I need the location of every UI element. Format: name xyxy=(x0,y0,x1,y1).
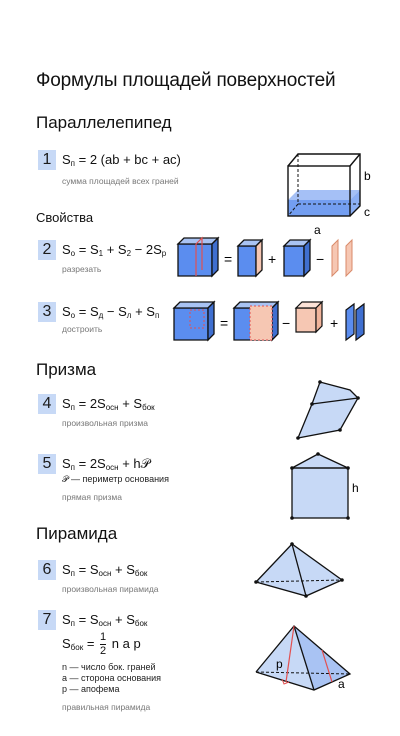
section-heading-parallelepiped: Параллелепипед xyxy=(36,113,172,132)
fraction-one-half: $\frac{1}{2}$ xyxy=(100,631,107,657)
label-a-pyramid: a xyxy=(338,677,345,691)
formula-3: $S_о = S_д - S_л + S_п$ xyxy=(62,304,160,320)
svg-text:+: + xyxy=(330,315,339,331)
formula-7-lateral: $S_{бок}$ = $\frac{1}{2}$ n a p xyxy=(62,631,141,657)
formula-5-note: 𝒫 — периметр основания xyxy=(62,474,169,484)
section-heading-pyramid: Пирамида xyxy=(36,524,118,543)
parallelepiped-diagram xyxy=(282,148,378,237)
formula-7-note-n: n — число бок. граней xyxy=(62,662,156,672)
section-heading-prism: Призма xyxy=(36,360,97,379)
formula-number-5: 5 xyxy=(38,454,56,474)
extend-diagram xyxy=(170,296,375,344)
formula-number-2: 2 xyxy=(38,240,56,260)
op-equals: = xyxy=(224,251,233,267)
formula-7-note-p: p — апофема xyxy=(62,684,120,694)
formula-4: $S_п = 2S_{осн} + S_{бок}$ xyxy=(62,396,155,412)
formula-6: $S_п = S_{осн} + S_{бок}$ xyxy=(62,562,148,578)
formula-7-note-a: a — сторона основания xyxy=(62,673,162,683)
pyramid-diagram xyxy=(250,540,350,600)
formula-number-7: 7 xyxy=(38,610,56,630)
formula-number-3: 3 xyxy=(38,302,56,322)
properties-heading: Свойства xyxy=(36,210,94,225)
formula-number-6: 6 xyxy=(38,560,56,580)
label-p: p xyxy=(276,657,283,671)
page-title: Формулы площадей поверхностей xyxy=(36,70,336,91)
oblique-prism-diagram xyxy=(290,376,376,442)
formula-2: $S_о = S_1 + S_2 - 2S_р$ xyxy=(62,242,167,258)
base-face-fill xyxy=(288,200,350,216)
formula-1: $S_п = 2$ (ab + bc + ac) xyxy=(62,152,181,168)
formula-7: $S_п = S_{осн} + S_{бок}$ xyxy=(62,612,148,628)
formula-5: $S_п = 2S_{осн}$ + h𝒫 xyxy=(62,456,151,472)
formula-4-caption: произвольная призма xyxy=(62,418,148,428)
label-c: c xyxy=(364,205,370,219)
formula-2-caption: разрезать xyxy=(62,264,102,274)
label-b: b xyxy=(364,169,371,183)
right-prism-diagram xyxy=(288,450,376,520)
op-minus: − xyxy=(316,251,325,267)
regular-pyramid-diagram xyxy=(252,622,372,692)
svg-text:=: = xyxy=(220,315,229,331)
svg-text:−: − xyxy=(282,315,291,331)
label-a: a xyxy=(314,223,321,237)
formula-1-caption: сумма площадей всех граней xyxy=(62,176,179,186)
formula-number-1: 1 xyxy=(38,150,56,170)
formula-5-caption: прямая призма xyxy=(62,492,122,502)
cut-diagram xyxy=(172,232,372,280)
formula-number-4: 4 xyxy=(38,394,56,414)
op-plus: + xyxy=(268,251,277,267)
formula-7-caption: правильная пирамида xyxy=(62,702,151,712)
label-h: h xyxy=(352,481,359,495)
formula-3-caption: достроить xyxy=(62,324,103,334)
formula-6-caption: произвольная пирамида xyxy=(62,584,159,594)
